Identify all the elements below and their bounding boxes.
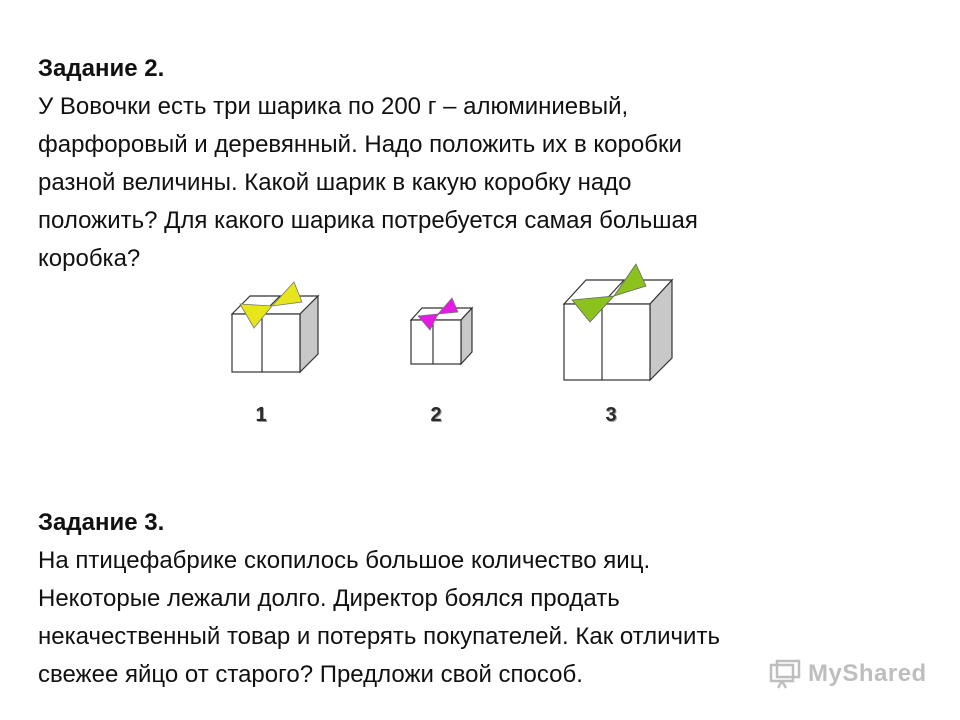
watermark-logo — [768, 654, 928, 694]
task-2-title: Задание 2. — [38, 55, 165, 82]
task-3-line: некачественный товар и потерять покупателей. Как отличить — [38, 623, 720, 650]
task-2-line: У Вовочки есть три шарика по 200 г – алюминиевый, — [38, 93, 629, 120]
gift-box-2 — [408, 296, 478, 368]
gift-box-1 — [228, 276, 324, 376]
box-number-2: 2 — [430, 404, 442, 426]
task-2-line: разной величины. Какой шарик в какую коробку надо — [38, 169, 632, 196]
watermark-text: MyShared — [808, 660, 927, 687]
box-number-1: 1 — [255, 404, 267, 426]
task-2-line: фарфоровый и деревянный. Надо положить их в коробки — [38, 131, 682, 158]
task-2-line: коробка? — [38, 245, 141, 272]
presentation-icon — [768, 659, 802, 689]
gift-box-3 — [560, 262, 676, 384]
bow-icon — [272, 282, 302, 306]
task-2 — [38, 50, 928, 278]
box-number-3: 3 — [605, 404, 617, 426]
task-3-line: Некоторые лежали долго. Директор боялся продать — [38, 585, 620, 612]
task-2-line: положить? Для какого шарика потребуется самая большая — [38, 207, 698, 234]
task-3-title: Задание 3. — [38, 509, 165, 536]
task-3-line: свежее яйцо от старого? Предложи свой способ. — [38, 661, 583, 688]
bow-icon — [438, 298, 458, 314]
task-3-line: На птицефабрике скопилось большое количество яиц. — [38, 547, 651, 574]
task-2-text — [38, 88, 928, 278]
